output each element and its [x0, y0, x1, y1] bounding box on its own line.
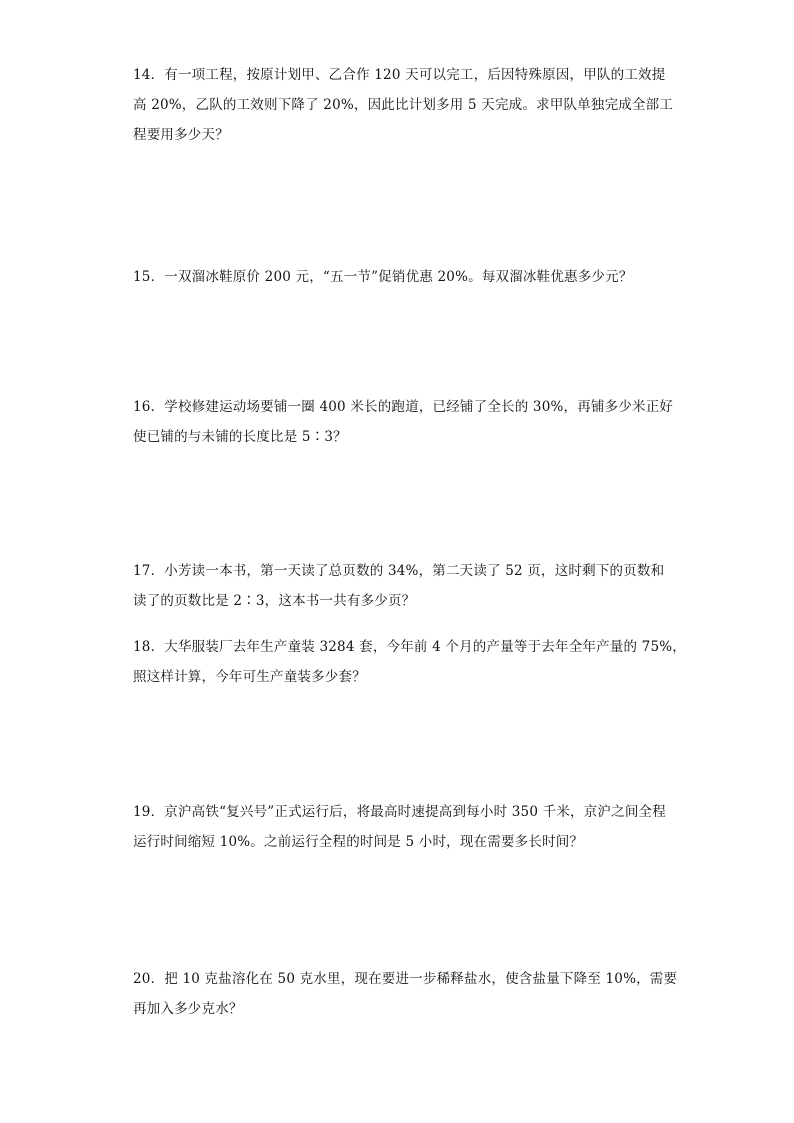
question-17: [133, 556, 673, 616]
question-line: 使已铺的与未铺的长度比是 5∶3？: [133, 429, 347, 445]
question-line: 15．一双溜冰鞋原价 200 元，“五一节”促销优惠 20%。每双溜冰鞋优惠多少元？: [133, 269, 633, 285]
question-14: [133, 60, 673, 150]
question-line: 程要用多少天？: [133, 127, 229, 143]
question-20: [133, 964, 678, 1024]
question-line: 20．把 10 克盐溶化在 50 克水里，现在要进一步稀释盐水，使含盐量下降至 10%，需要: [133, 971, 678, 987]
question-line: 照这样计算，今年可生产童装多少套？: [133, 669, 366, 685]
question-line: 再加入多少克水？: [133, 1001, 243, 1017]
question-15: [133, 262, 673, 292]
question-line: 18．大华服装厂去年生产童装 3284 套，今年前 4 个月的产量等于去年全年产量的 75%，: [133, 639, 686, 655]
question-line: 16．学校修建运动场要铺一圈 400 米长的跑道，已经铺了全长的 30%，再铺多少米正好: [133, 399, 674, 415]
question-line: 读了的页数比是 2∶3，这本书一共有多少页？: [133, 593, 416, 609]
question-line: 高 20%，乙队的工效则下降了 20%，因此比计划多用 5 天完成。求甲队单独完成全部工: [133, 97, 674, 113]
question-line: 17．小芳读一本书，第一天读了总页数的 34%，第二天读了 52 页，这时剩下的页数和: [133, 563, 665, 579]
question-line: 19．京沪高铁“复兴号”正式运行后，将最高时速提高到每小时 350 千米，京沪之间全程: [133, 804, 666, 820]
question-18: [133, 632, 686, 692]
question-line: 运行时间缩短 10%。之前运行全程的时间是 5 小时，现在需要多长时间？: [133, 834, 584, 850]
question-19: [133, 797, 673, 857]
question-line: 14．有一项工程，按原计划甲、乙合作 120 天可以完工，后因特殊原因，甲队的工效提: [133, 67, 666, 83]
question-16: [133, 392, 673, 452]
